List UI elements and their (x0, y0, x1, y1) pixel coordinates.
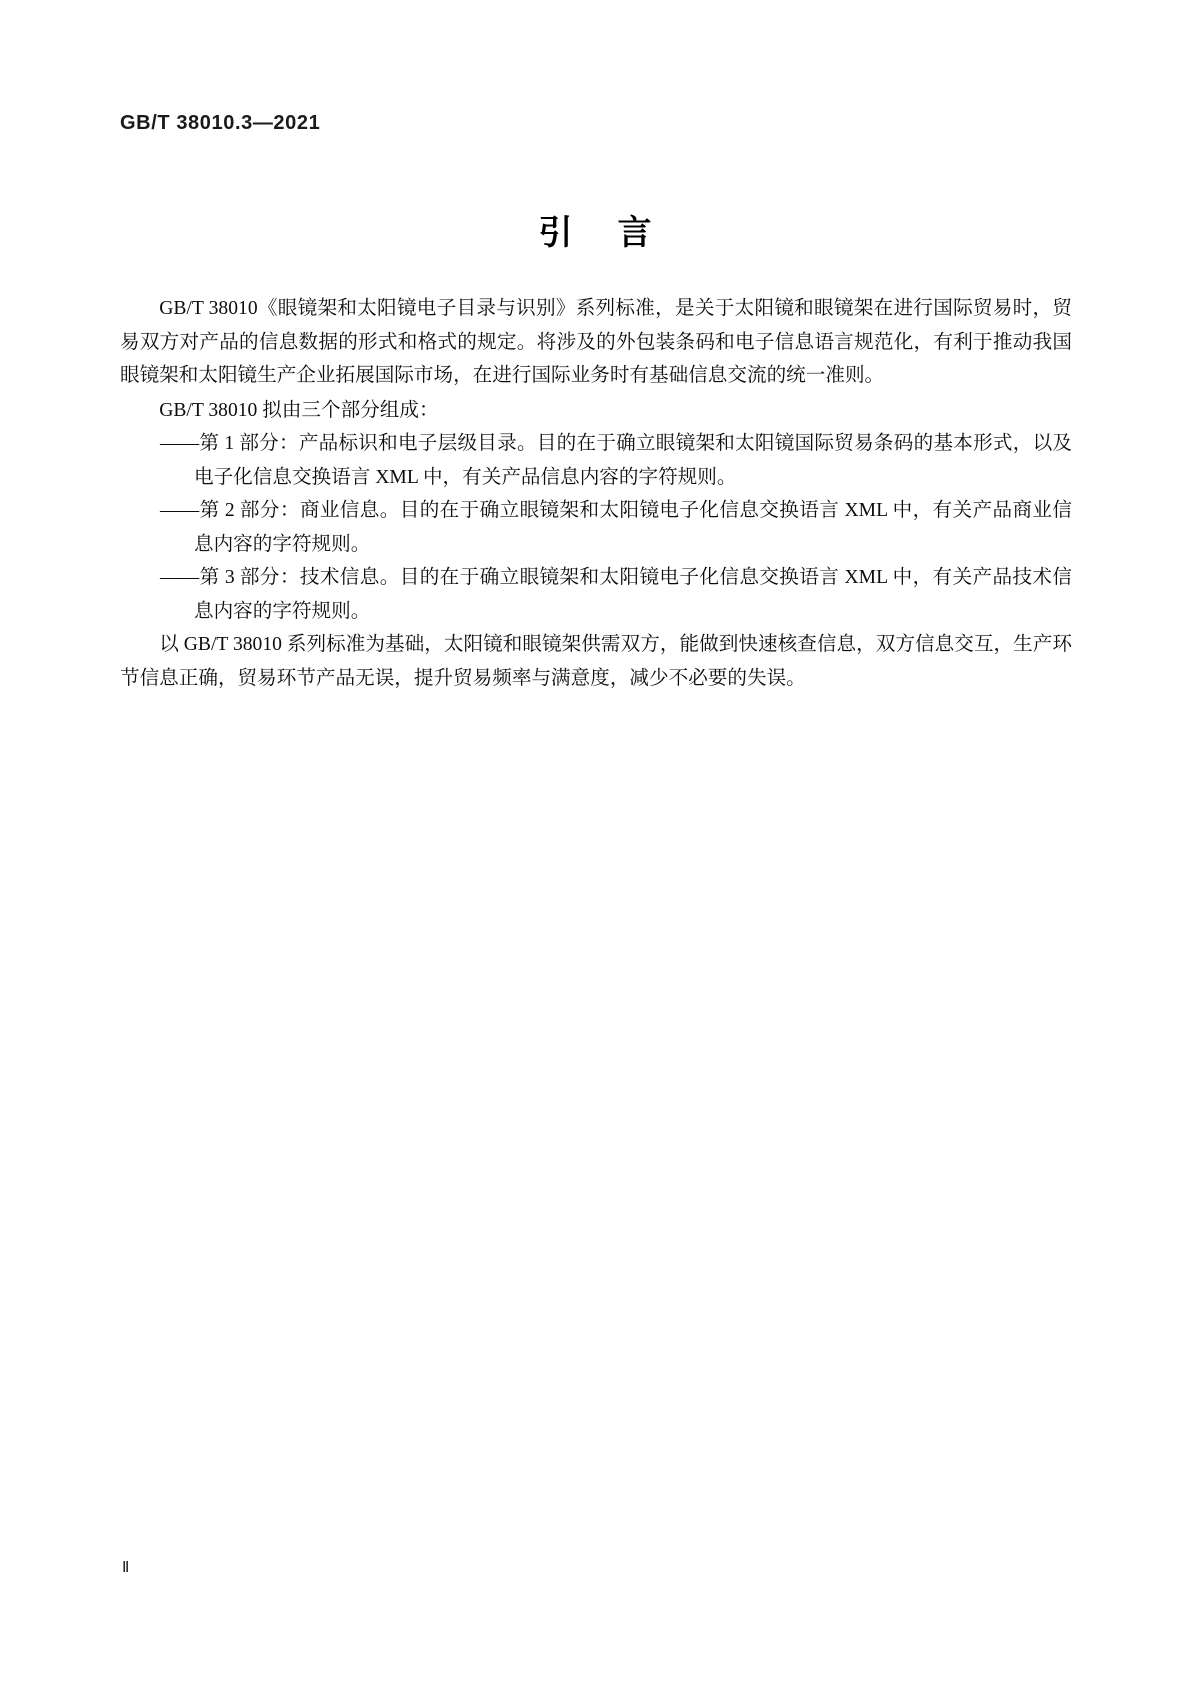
page-title (0, 205, 1191, 254)
list-item: ——第 3 部分：技术信息。目的在于确立眼镜架和太阳镜电子化信息交换语言 XML 中，有关产品技术信息内容的字符规则。 (160, 567, 1072, 622)
list-item: ——第 2 部分：商业信息。目的在于确立眼镜架和太阳镜电子化信息交换语言 XML 中，有关产品商业信息内容的字符规则。 (160, 500, 1072, 555)
paragraph-parts-lead: GB/T 38010 拟由三个部分组成： (159, 399, 439, 421)
page-title-char-1: 引 (538, 215, 574, 252)
footer-page-number: Ⅱ (122, 1559, 130, 1576)
document-body (120, 292, 1072, 695)
page-title-char-2: 言 (617, 215, 653, 252)
list-item: ——第 1 部分：产品标识和电子层级目录。目的在于确立眼镜架和太阳镜国际贸易条码的基本形式，以及电子化信息交换语言 XML 中，有关产品信息内容的字符规则。 (160, 433, 1072, 488)
paragraph-closing: 以 GB/T 38010 系列标准为基础，太阳镜和眼镜架供需双方，能做到快速核查信息，双方信息交互，生产环节信息正确，贸易环节产品无误，提升贸易频率与满意度，减少不必要的失误。 (120, 634, 1072, 689)
paragraph-intro: GB/T 38010《眼镜架和太阳镜电子目录与识别》系列标准，是关于太阳镜和眼镜架在进行国际贸易时，贸易双方对产品的信息数据的形式和格式的规定。将涉及的外包装条码和电子信息语言规范化，有利于推动我国眼镜架和太阳镜生产企业拓展国际市场，在进行国际业务时有基础信息交流的统一准则。 (120, 298, 1072, 386)
page-header-standard-number: GB/T 38010.3—2021 (120, 112, 321, 134)
